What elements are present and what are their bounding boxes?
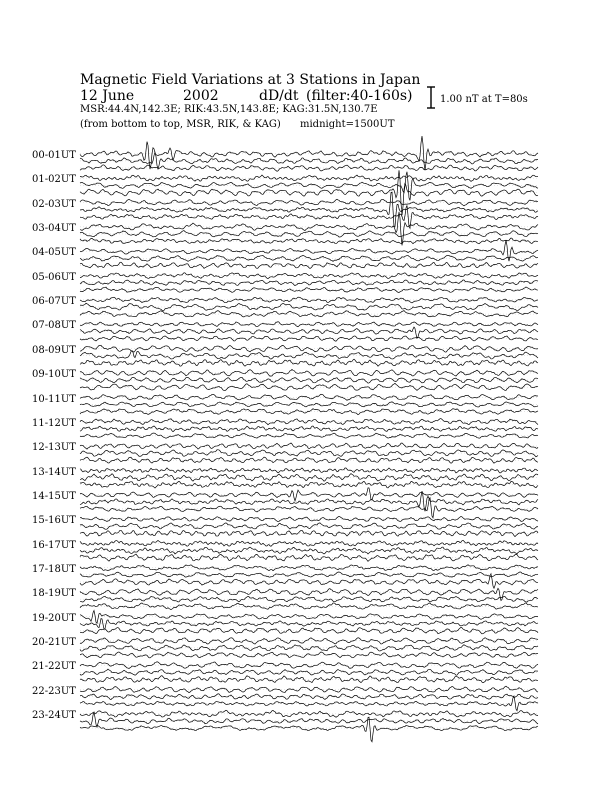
hour-label: 16-17UT <box>32 539 76 551</box>
hour-label: 08-09UT <box>32 344 76 356</box>
trace-kag <box>80 240 538 261</box>
hour-label: 21-22UT <box>32 661 76 673</box>
trace-kag <box>80 611 538 624</box>
trace-msr <box>80 627 538 634</box>
hour-label: 23-24UT <box>32 710 76 722</box>
station-coordinates: MSR:44.4N,142.3E; RIK:43.5N,143.8E; KAG:31.5N,130.7E <box>80 104 378 115</box>
trace-kag <box>80 322 538 327</box>
trace-rik <box>80 351 538 360</box>
trace-rik <box>80 474 538 482</box>
trace-msr <box>80 165 538 171</box>
hour-label: 12-13UT <box>32 442 76 454</box>
trace-msr <box>80 409 538 415</box>
hour-label: 18-19UT <box>32 588 76 600</box>
hour-label: 19-20UT <box>32 612 76 624</box>
trace-kag <box>80 273 538 279</box>
trace-order-note: (from bottom to top, MSR, RIK, & KAG) <box>80 119 281 130</box>
date-year: 2002 <box>183 88 219 104</box>
trace-rik <box>80 172 538 201</box>
trace-rik <box>80 619 538 629</box>
midnight-note: midnight=1500UT <box>300 119 395 130</box>
trace-rik <box>80 192 538 227</box>
hour-label: 04-05UT <box>32 247 76 259</box>
date-day: 12 June <box>80 88 135 104</box>
hour-label: 10-11UT <box>32 393 76 405</box>
quantity-label: dD/dt <box>259 88 299 104</box>
traces <box>80 136 538 742</box>
hour-label: 14-15UT <box>32 490 76 502</box>
hour-label: 11-12UT <box>32 417 76 429</box>
trace-rik <box>80 572 538 577</box>
hour-label: 07-08UT <box>32 320 76 332</box>
trace-msr <box>80 336 538 341</box>
hour-label: 03-04UT <box>32 223 76 235</box>
hour-label: 02-03UT <box>32 198 76 210</box>
hour-label: 13-14UT <box>32 466 76 478</box>
trace-msr <box>80 696 538 711</box>
hour-label: 01-02UT <box>32 174 76 186</box>
hour-label: 06-07UT <box>32 296 76 308</box>
scale-bar <box>427 87 435 108</box>
hour-label: 20-21UT <box>32 637 76 648</box>
trace-msr <box>80 433 538 438</box>
chart-title: Magnetic Field Variations at 3 Stations in Japan <box>80 72 421 88</box>
trace-rik <box>80 426 538 432</box>
hour-label: 05-06UT <box>32 271 76 283</box>
hour-label: 22-23UT <box>32 685 76 697</box>
trace-kag <box>80 686 538 692</box>
trace-rik <box>80 327 538 338</box>
trace-msr <box>80 238 538 244</box>
trace-kag <box>80 488 538 501</box>
filter-label: (filter:40-160s) <box>306 88 413 104</box>
trace-msr <box>80 383 538 390</box>
trace-msr <box>80 311 538 317</box>
hour-label: 00-01UT <box>32 150 76 161</box>
hour-label: 15-16UT <box>32 515 76 527</box>
trace-kag <box>80 516 538 521</box>
hour-label: 09-10UT <box>32 369 76 381</box>
scale-label: 1.00 nT at T=80s <box>440 94 528 105</box>
trace-msr <box>80 481 538 488</box>
hour-label: 17-18UT <box>32 563 76 575</box>
trace-msr <box>80 498 538 518</box>
